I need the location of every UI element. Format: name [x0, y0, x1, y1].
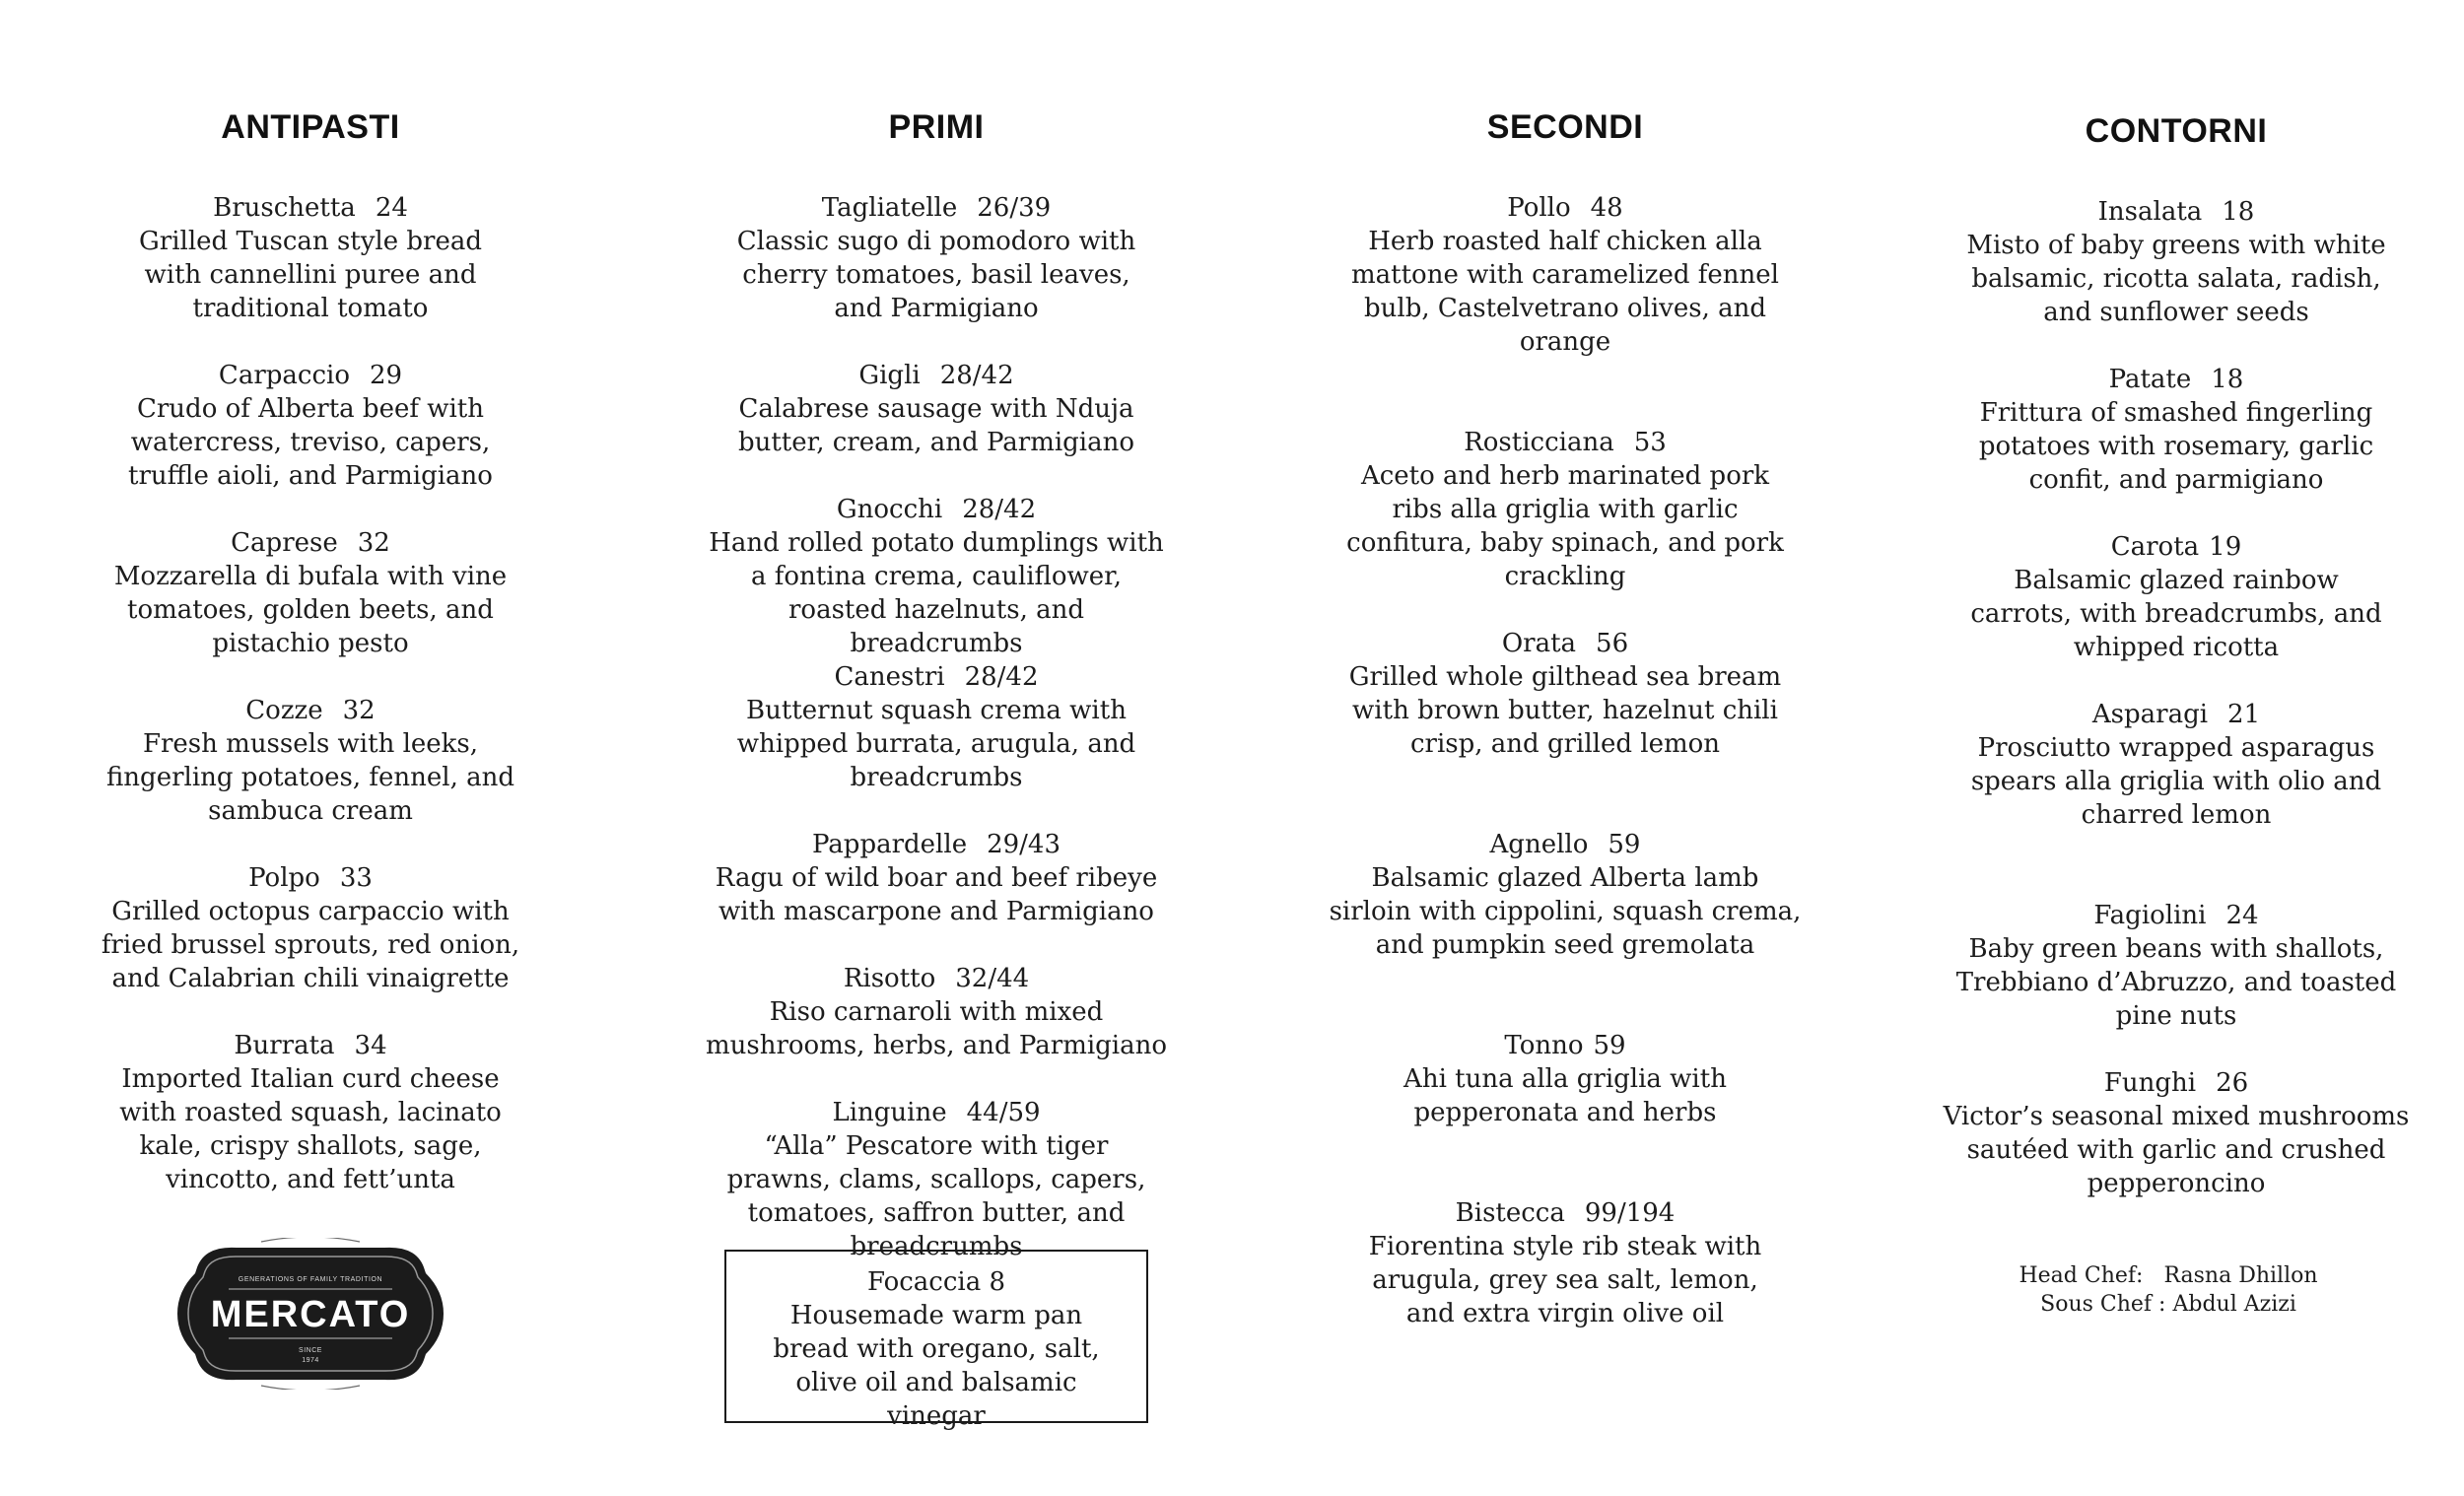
- logo-since: SINCE: [299, 1347, 322, 1354]
- item-price: 24: [375, 193, 408, 223]
- logo-year: 1974: [302, 1357, 319, 1364]
- logo-name: MERCATO: [210, 1294, 411, 1335]
- item-name: Canestri: [834, 662, 945, 692]
- item-price: 48: [1590, 193, 1623, 223]
- menu-item-insalata: [1851, 195, 2464, 329]
- item-price: 21: [2227, 700, 2261, 729]
- menu-item-agnello: [1240, 828, 1890, 962]
- item-description: Butternut squash crema with whipped burrata, arugula, and breadcrumbs: [736, 696, 1136, 792]
- item-description: Classic sugo di pomodoro with cherry tomatoes, basil leaves, and Parmigiano: [736, 227, 1136, 323]
- secondi-heading: SECONDI: [1486, 108, 1644, 146]
- item-description: Grilled whole gilthead sea bream with brown butter, hazelnut chili crisp, and grilled lemon: [1348, 662, 1782, 759]
- item-price: 44/59: [966, 1098, 1041, 1127]
- item-name: Tagliatelle: [821, 193, 958, 223]
- menu-item-asparagi: [1851, 698, 2464, 832]
- item-name: Risotto: [843, 964, 936, 993]
- menu-item-tagliatelle: [611, 191, 1262, 325]
- item-name: Pollo: [1507, 193, 1571, 223]
- item-name: Orata: [1501, 629, 1577, 658]
- menu-item-cozze: [0, 694, 621, 828]
- head-chef-label: Head Chef:: [2019, 1263, 2144, 1288]
- item-name: Gigli: [858, 361, 921, 390]
- menu-item-gigli: [611, 359, 1262, 459]
- item-description: Ahi tuna alla griglia with pepperonata and herbs: [1403, 1064, 1727, 1127]
- item-price: 24: [2225, 901, 2259, 930]
- item-name: Focaccia: [866, 1267, 982, 1297]
- menu-item-gnocchi: [611, 493, 1262, 660]
- item-price: 8: [989, 1267, 1006, 1297]
- sous-chef-label: Sous Chef :: [2040, 1292, 2166, 1317]
- item-name: Pappardelle: [811, 830, 968, 859]
- menu-item-pollo: [1240, 191, 1890, 359]
- logo-badge-icon: [177, 1238, 444, 1390]
- item-price: 29: [369, 361, 403, 390]
- item-description: Imported Italian curd cheese with roasted squash, lacinato kale, crispy shallots, sage, vincotto, and fett’unta: [119, 1064, 502, 1194]
- menu-item-burrata: [0, 1029, 621, 1196]
- menu-item-bistecca: [1240, 1196, 1890, 1330]
- item-name: Insalata: [2097, 197, 2203, 227]
- item-price: 18: [2222, 197, 2255, 227]
- item-description: Calabrese sausage with Nduja butter, cream, and Parmigiano: [737, 394, 1135, 457]
- item-description: Fresh mussels with leeks, fingerling potatoes, fennel, and sambuca cream: [105, 729, 515, 826]
- item-description: Grilled Tuscan style bread with cannellini puree and traditional tomato: [139, 227, 482, 323]
- item-name: Rosticciana: [1464, 428, 1614, 457]
- item-name: Polpo: [248, 863, 320, 893]
- item-name: Carota: [2110, 532, 2200, 562]
- focaccia-box: [724, 1250, 1148, 1431]
- item-price: 26/39: [977, 193, 1052, 223]
- item-description: Riso carnaroli with mixed mushrooms, herbs, and Parmigiano: [705, 997, 1168, 1060]
- item-name: Burrata: [234, 1031, 335, 1060]
- sous-chef-name: Abdul Azizi: [2172, 1292, 2296, 1317]
- item-description: Herb roasted half chicken alla mattone with caramelized fennel bulb, Castelvetrano olives, and orange: [1351, 227, 1779, 357]
- menu-item-canestri: [611, 660, 1262, 794]
- item-price: 32: [342, 696, 376, 725]
- menu-item-risotto: [611, 962, 1262, 1062]
- head-chef-name: Rasna Dhillon: [2163, 1263, 2318, 1288]
- item-price: 18: [2211, 365, 2244, 394]
- item-name: Bruschetta: [213, 193, 356, 223]
- item-name: Tonno: [1504, 1031, 1584, 1060]
- item-name: Asparagi: [2091, 700, 2209, 729]
- menu-item-fagiolini: [1851, 899, 2464, 1033]
- menu-item-linguine: [611, 1096, 1262, 1263]
- item-price: 32/44: [955, 964, 1030, 993]
- item-description: Balsamic glazed Alberta lamb sirloin with cippolini, squash crema, and pumpkin seed gremolata: [1329, 863, 1802, 960]
- antipasti-heading: ANTIPASTI: [221, 108, 400, 146]
- item-description: Hand rolled potato dumplings with a fontina crema, cauliflower, roasted hazelnuts, and breadcrumbs: [709, 528, 1164, 658]
- menu-item-orata: [1240, 627, 1890, 761]
- mercato-logo: [177, 1238, 444, 1390]
- item-price: 59: [1608, 830, 1641, 859]
- head-chef-line: [1951, 1261, 2385, 1290]
- menu-item-tonno: [1240, 1029, 1890, 1129]
- item-price: 29/43: [987, 830, 1061, 859]
- item-description: Crudo of Alberta beef with watercress, treviso, capers, truffle aioli, and Parmigiano: [128, 394, 493, 491]
- menu-item-caprese: [0, 526, 621, 660]
- menu-item-rosticciana: [1240, 426, 1890, 593]
- primi-heading: PRIMI: [888, 108, 985, 146]
- item-name: Bistecca: [1455, 1198, 1565, 1228]
- item-description: Baby green beans with shallots, Trebbiano d’Abruzzo, and toasted pine nuts: [1955, 934, 2397, 1031]
- item-name: Fagiolini: [2093, 901, 2207, 930]
- item-description: Ragu of wild boar and beef ribeye with mascarpone and Parmigiano: [715, 863, 1158, 926]
- menu-item-carota: [1851, 530, 2464, 664]
- item-description: Aceto and herb marinated pork ribs alla griglia with garlic confitura, baby spinach, and pork crackling: [1346, 461, 1784, 591]
- item-price: 19: [2209, 532, 2242, 562]
- sous-chef-line: [1951, 1290, 2385, 1319]
- menu-item-carpaccio: [0, 359, 621, 493]
- menu-item-polpo: [0, 861, 621, 995]
- item-price: 99/194: [1584, 1198, 1676, 1228]
- item-price: 32: [357, 528, 390, 558]
- menu-item-funghi: [1851, 1066, 2464, 1200]
- item-price: 53: [1633, 428, 1667, 457]
- menu-item-pappardelle: [611, 828, 1262, 928]
- item-price: 33: [339, 863, 373, 893]
- chef-credits: [1951, 1261, 2385, 1319]
- item-description: Mozzarella di bufala with vine tomatoes, golden beets, and pistachio pesto: [113, 562, 508, 658]
- contorni-heading: CONTORNI: [2085, 112, 2268, 150]
- menu-item-patate: [1851, 363, 2464, 497]
- item-description: Balsamic glazed rainbow carrots, with breadcrumbs, and whipped ricotta: [1970, 566, 2382, 662]
- item-name: Gnocchi: [836, 495, 943, 524]
- item-description: “Alla” Pescatore with tiger prawns, clams, scallops, capers, tomatoes, saffron butter, and breadcrumbs: [726, 1131, 1146, 1261]
- logo-tagline: GENERATIONS OF FAMILY TRADITION: [238, 1276, 383, 1283]
- item-price: 28/42: [962, 495, 1037, 524]
- item-description: Housemade warm pan bread with oregano, salt, olive oil and balsamic vinegar: [773, 1301, 1100, 1431]
- item-price: 56: [1596, 629, 1629, 658]
- item-name: Funghi: [2103, 1068, 2197, 1098]
- item-description: Victor’s seasonal mixed mushrooms sautéed with garlic and crushed pepperoncino: [1943, 1102, 2410, 1198]
- item-description: Fiorentina style rib steak with arugula, grey sea salt, lemon, and extra virgin olive oil: [1368, 1232, 1762, 1328]
- item-price: 34: [354, 1031, 387, 1060]
- item-name: Carpaccio: [218, 361, 350, 390]
- item-name: Linguine: [832, 1098, 947, 1127]
- item-name: Caprese: [231, 528, 338, 558]
- item-description: Grilled octopus carpaccio with fried brussel sprouts, red onion, and Calabrian chili vinaigrette: [101, 897, 520, 993]
- item-description: Frittura of smashed fingerling potatoes with rosemary, garlic confit, and parmigiano: [1978, 398, 2374, 495]
- item-description: Prosciutto wrapped asparagus spears alla griglia with olio and charred lemon: [1970, 733, 2382, 830]
- item-price: 28/42: [939, 361, 1014, 390]
- item-name: Agnello: [1489, 830, 1589, 859]
- item-price: 28/42: [964, 662, 1039, 692]
- item-name: Cozze: [245, 696, 323, 725]
- item-price: 59: [1593, 1031, 1626, 1060]
- item-price: 26: [2216, 1068, 2249, 1098]
- item-description: Misto of baby greens with white balsamic, ricotta salata, radish, and sunflower seeds: [1966, 231, 2386, 327]
- menu-item-bruschetta: [0, 191, 621, 325]
- item-name: Patate: [2108, 365, 2192, 394]
